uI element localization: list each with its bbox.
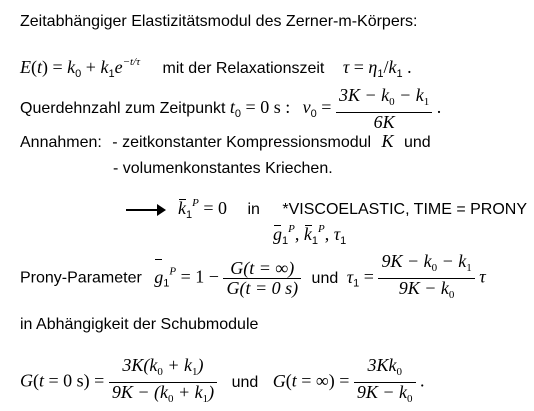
- prony-label: Prony-Parameter: [20, 269, 142, 287]
- arrow-icon: [126, 209, 164, 211]
- heading: Zeitabhängiger Elastizitätsmodul des Zerner-m-Körpers:: [20, 13, 418, 30]
- keyword: *VISCOELASTIC, TIME = PRONY: [282, 201, 528, 218]
- prony-formula: Prony-Parameter $g_1^P = 1$ − $\frac{G(t = \infty)}{G(t = 0 s)}$ und $\tau_1$ = $\frac{9K - k_0 - k_1}{9K - k_0}$ τ: [20, 252, 486, 305]
- assumption-1: Annahmen: - zeitkonstanter Kompressionsmodul K und: [20, 131, 431, 151]
- shear-modulus-formula: G(t = 0 s) = $\frac{3K(k_0 + k_1)}{9K - (k_0 + k_1)}$ und G(t = ∞) = $\frac{3Kk_0}{9K - k_0}$ .: [20, 356, 424, 409]
- poisson-formula: Querdehnzahl zum Zeitpunkt $t_0 = 0$ s : $\nu_0$ = $\frac{3K - k_0 - k_1}{6K}$ .: [20, 85, 442, 132]
- relax-text: mit der Relaxationszeit: [162, 60, 325, 77]
- youngs-modulus-formula: $E(t) = k_0 + k_1e^{-t/\tau}$ mit der Relaxationszeit $\tau = \eta_1/k_1$ .: [20, 56, 412, 80]
- prony-keyword-line: $k_1^P = 0$ in *VISCOELASTIC, TIME = PRONY: [126, 193, 527, 225]
- assumption-2: - volumenkonstantes Kriechen.: [113, 160, 333, 177]
- annahmen-label: Annahmen:: [20, 134, 102, 151]
- prony-params-list: $g_1^P$, $k_1^P$, $\tau_1$: [273, 223, 347, 247]
- schub-text: in Abhängigkeit der Schubmodule: [20, 316, 259, 333]
- quer-text: Querdehnzahl zum Zeitpunkt: [20, 100, 226, 118]
